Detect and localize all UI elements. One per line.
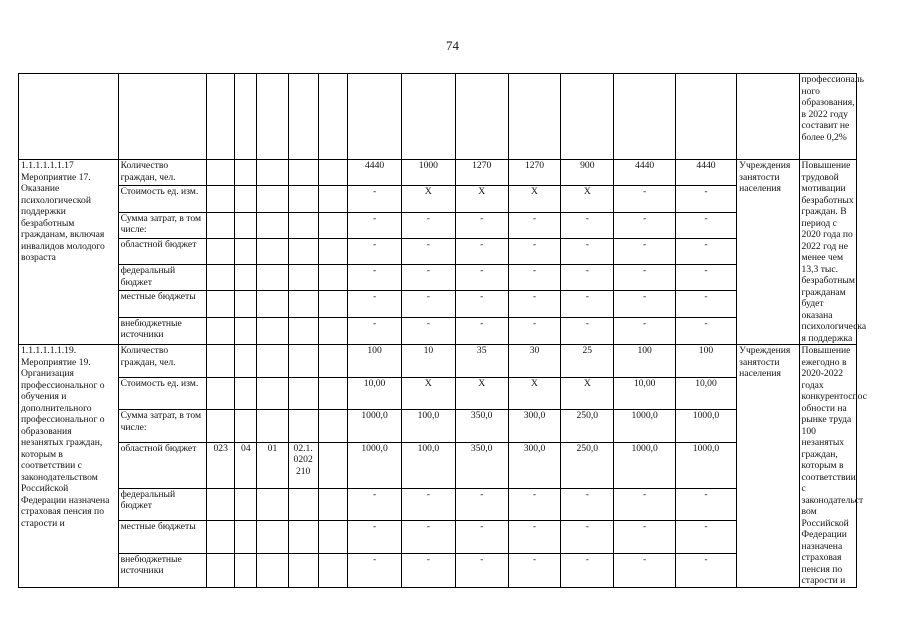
value-cell: 10 [402, 345, 455, 378]
indicator-label: Стоимость ед. изм. [118, 377, 207, 410]
budget-code-cell [288, 345, 318, 378]
value-cell: 35 [455, 345, 508, 378]
value-cell: Х [402, 377, 455, 410]
value-cell: 1000,0 [614, 442, 675, 488]
value-cell: 1000 [402, 160, 455, 186]
value-cell: - [508, 265, 560, 291]
value-cell: - [508, 488, 560, 521]
budget-code-cell [318, 317, 347, 344]
budget-code-cell [257, 291, 288, 317]
value-cell: - [347, 238, 401, 264]
budget-code-cell [235, 265, 257, 291]
value-cell: Х [455, 186, 508, 212]
value-cell: 350,0 [455, 442, 508, 488]
budget-code-cell [288, 553, 318, 587]
value-cell: 1270 [508, 160, 560, 186]
budget-code-cell: 023 [207, 442, 235, 488]
budget-code-cell [235, 160, 257, 186]
budget-code-cell [207, 291, 235, 317]
executor: Учреждения занятости населения [737, 345, 799, 588]
value-cell: - [561, 291, 614, 317]
budget-code-cell [257, 521, 288, 554]
table-row [19, 160, 857, 186]
indicator-label: федеральный бюджет [118, 265, 207, 291]
value-cell: - [675, 521, 736, 554]
budget-code-cell [257, 410, 288, 443]
budget-code-cell [235, 521, 257, 554]
budget-code-cell [235, 410, 257, 443]
value-cell: - [508, 212, 560, 238]
value-cell: 10,00 [347, 377, 401, 410]
budget-code-cell [235, 212, 257, 238]
budget-code-cell [235, 317, 257, 344]
value-cell: 1000,0 [675, 410, 736, 443]
table-row [19, 291, 857, 317]
value-cell: - [614, 317, 675, 344]
budget-code-cell [318, 186, 347, 212]
indicator-label: внебюджетные источники [118, 317, 207, 344]
table-row [19, 186, 857, 212]
budget-code-cell [257, 317, 288, 344]
indicator-label: Сумма затрат, в том числе: [118, 410, 207, 443]
value-cell: - [402, 488, 455, 521]
budget-code-cell [207, 553, 235, 587]
value-cell: 1000,0 [675, 442, 736, 488]
value-cell: - [561, 553, 614, 587]
budget-code-cell [207, 186, 235, 212]
budget-code-cell [257, 488, 288, 521]
value-cell: - [614, 265, 675, 291]
value-cell: 300,0 [508, 442, 560, 488]
budget-code-cell [288, 521, 318, 554]
program-table [18, 73, 867, 588]
value-cell: - [675, 265, 736, 291]
value-cell: 250,0 [561, 410, 614, 443]
value-cell: - [614, 521, 675, 554]
value-cell: Х [508, 377, 560, 410]
table-row [19, 488, 857, 521]
budget-code-cell [235, 291, 257, 317]
budget-code-cell [257, 377, 288, 410]
value-cell: 4440 [347, 160, 401, 186]
value-cell: 25 [561, 345, 614, 378]
budget-code-cell [257, 265, 288, 291]
budget-code-cell [257, 238, 288, 264]
indicator-label: областной бюджет [118, 238, 207, 264]
budget-code-cell [318, 377, 347, 410]
value-cell: - [402, 317, 455, 344]
indicator-label: Количество граждан, чел. [118, 345, 207, 378]
budget-code-cell [288, 160, 318, 186]
value-cell: - [561, 317, 614, 344]
budget-code-cell [318, 488, 347, 521]
value-cell: 4440 [675, 160, 736, 186]
budget-code-cell [288, 212, 318, 238]
value-cell: - [675, 317, 736, 344]
value-cell: - [455, 238, 508, 264]
budget-code-cell [235, 377, 257, 410]
value-cell: - [508, 291, 560, 317]
budget-code-cell [318, 521, 347, 554]
table-row [19, 553, 857, 587]
budget-code-cell [207, 160, 235, 186]
value-cell: - [561, 488, 614, 521]
budget-code-cell [318, 160, 347, 186]
budget-code-cell [318, 410, 347, 443]
budget-code-cell [288, 410, 318, 443]
table-row [19, 238, 857, 264]
value-cell: 1000,0 [347, 410, 401, 443]
indicator-label: областной бюджет [118, 442, 207, 488]
indicator-label: местные бюджеты [118, 291, 207, 317]
budget-code-cell [207, 238, 235, 264]
value-cell: - [508, 521, 560, 554]
value-cell: - [402, 265, 455, 291]
budget-code-cell [288, 488, 318, 521]
value-cell: - [402, 291, 455, 317]
table-row [19, 442, 857, 488]
value-cell: - [614, 291, 675, 317]
value-cell: 10,00 [614, 377, 675, 410]
indicator-label: Количество граждан, чел. [118, 160, 207, 186]
indicator-label: Сумма затрат, в том числе: [118, 212, 207, 238]
budget-code-cell [288, 377, 318, 410]
budget-code-cell [318, 553, 347, 587]
value-cell: 10,00 [675, 377, 736, 410]
value-cell: Х [561, 377, 614, 410]
value-cell: - [561, 265, 614, 291]
value-cell: 100,0 [402, 410, 455, 443]
value-cell: - [614, 238, 675, 264]
value-cell: - [402, 238, 455, 264]
budget-code-cell: 01 [257, 442, 288, 488]
value-cell: - [347, 212, 401, 238]
value-cell: - [508, 553, 560, 587]
value-cell: - [402, 553, 455, 587]
value-cell: 350,0 [455, 410, 508, 443]
value-cell: 250,0 [561, 442, 614, 488]
value-cell: - [455, 265, 508, 291]
value-cell: - [614, 186, 675, 212]
budget-code-cell [288, 238, 318, 264]
value-cell: 100 [347, 345, 401, 378]
budget-code-cell [257, 345, 288, 378]
budget-code-cell [235, 238, 257, 264]
budget-code-cell [207, 488, 235, 521]
value-cell: Х [561, 186, 614, 212]
budget-code-cell: 04 [235, 442, 257, 488]
value-cell: - [347, 488, 401, 521]
budget-code-cell [318, 238, 347, 264]
value-cell: Х [402, 186, 455, 212]
budget-code-cell [318, 265, 347, 291]
value-cell: - [614, 488, 675, 521]
budget-code-cell [207, 410, 235, 443]
indicator-label: федеральный бюджет [118, 488, 207, 521]
value-cell: - [347, 317, 401, 344]
executor: Учреждения занятости населения [737, 160, 799, 345]
value-cell: 1000,0 [614, 410, 675, 443]
budget-code-cell [318, 291, 347, 317]
value-cell: - [675, 553, 736, 587]
expected-result: Повышение трудовой мотивации безработных граждан. В период с 2020 года по 2022 год не менее чем 13,3 тыс. безработным гражданам будет оказана психологическа я поддержка [799, 160, 856, 345]
table-row [19, 521, 857, 554]
value-cell: - [561, 212, 614, 238]
expected-result: Повышение ежегодно в 2020-2022 годах конкурентоспос обности на рынке труда 100 незанятых граждан, которым в соответствии с законодательст вом Российской Федерации назначена страховая пенсия по старости и [799, 345, 856, 588]
measure-name: 1.1.1.1.1.1.19. Мероприятие 19. Организация профессиональног о обучения и дополнительного профессиональног о образования незанятых граждан, которым в соответствии с законодательством Российской Федерации назначена страховая пенсия по старости и [19, 345, 119, 588]
value-cell: - [675, 238, 736, 264]
budget-code-cell [207, 265, 235, 291]
table-row [19, 212, 857, 238]
value-cell: - [455, 317, 508, 344]
budget-code-cell [207, 317, 235, 344]
budget-code-cell [207, 212, 235, 238]
value-cell: - [347, 553, 401, 587]
value-cell: 100 [675, 345, 736, 378]
value-cell: - [455, 291, 508, 317]
measure-name: 1.1.1.1.1.1.17 Мероприятие 17. Оказание психологической поддержки безработным гражданам, включая инвалидов молодого возраста [19, 160, 119, 345]
value-cell: 300,0 [508, 410, 560, 443]
value-cell: - [561, 521, 614, 554]
value-cell: 30 [508, 345, 560, 378]
table-row [19, 377, 857, 410]
table-row [19, 265, 857, 291]
budget-code-cell [257, 553, 288, 587]
budget-code-cell [288, 265, 318, 291]
value-cell: - [347, 186, 401, 212]
table-row [19, 345, 857, 378]
continued-note: профессиональ ного образования, в 2022 году составит не более 0,2% [799, 74, 856, 160]
indicator-label: внебюджетные источники [118, 553, 207, 587]
budget-code-cell [257, 160, 288, 186]
value-cell: - [508, 317, 560, 344]
budget-code-cell [207, 521, 235, 554]
value-cell: - [455, 212, 508, 238]
indicator-label: Стоимость ед. изм. [118, 186, 207, 212]
value-cell: - [614, 212, 675, 238]
table-row [19, 317, 857, 344]
value-cell: - [508, 238, 560, 264]
budget-code-cell: 02.1. 0202 210 [288, 442, 318, 488]
budget-code-cell [235, 553, 257, 587]
value-cell: - [347, 521, 401, 554]
indicator-label: местные бюджеты [118, 521, 207, 554]
value-cell: Х [508, 186, 560, 212]
budget-code-cell [288, 317, 318, 344]
budget-code-cell [318, 345, 347, 378]
budget-code-cell [318, 212, 347, 238]
continued-row [19, 74, 857, 160]
value-cell: 4440 [614, 160, 675, 186]
value-cell: 1270 [455, 160, 508, 186]
value-cell: 100 [614, 345, 675, 378]
table-row [19, 410, 857, 443]
value-cell: 1000,0 [347, 442, 401, 488]
page-number: 74 [446, 38, 459, 53]
value-cell: - [402, 521, 455, 554]
value-cell: - [675, 212, 736, 238]
value-cell: 100,0 [402, 442, 455, 488]
budget-code-cell [288, 291, 318, 317]
value-cell: - [561, 238, 614, 264]
budget-code-cell [235, 345, 257, 378]
value-cell: - [347, 265, 401, 291]
value-cell: - [675, 186, 736, 212]
value-cell: - [675, 488, 736, 521]
value-cell: - [402, 212, 455, 238]
budget-code-cell [318, 442, 347, 488]
budget-code-cell [235, 186, 257, 212]
value-cell: 900 [561, 160, 614, 186]
value-cell: - [675, 291, 736, 317]
value-cell: Х [455, 377, 508, 410]
value-cell: - [455, 553, 508, 587]
budget-code-cell [235, 488, 257, 521]
value-cell: - [614, 553, 675, 587]
value-cell: - [455, 488, 508, 521]
value-cell: - [347, 291, 401, 317]
budget-code-cell [257, 212, 288, 238]
budget-code-cell [288, 186, 318, 212]
value-cell: - [455, 521, 508, 554]
budget-code-cell [207, 345, 235, 378]
budget-code-cell [207, 377, 235, 410]
budget-code-cell [257, 186, 288, 212]
